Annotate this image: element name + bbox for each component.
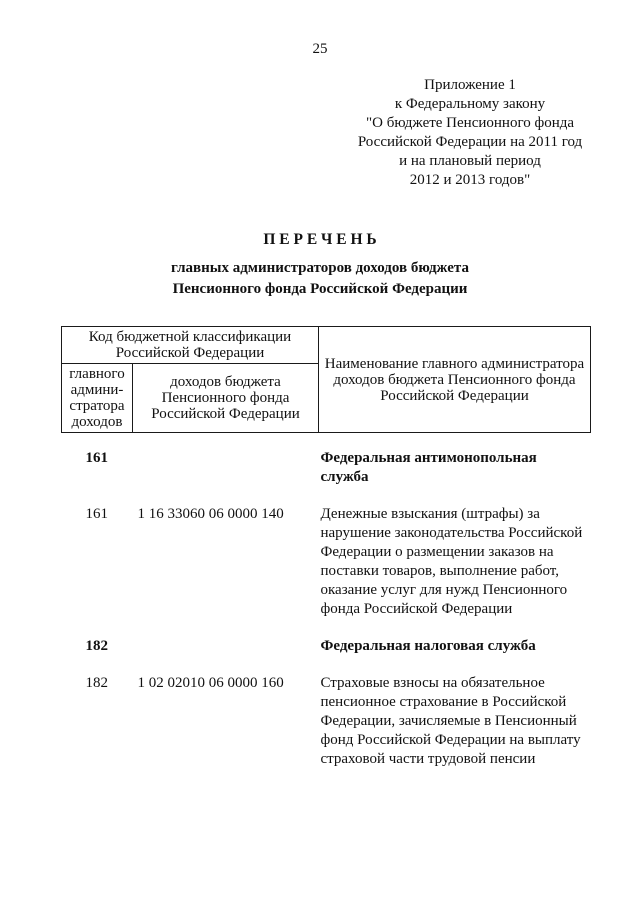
appendix-reference	[342, 76, 598, 190]
name-cell: Федеральная антимонопольная служба	[320, 450, 537, 485]
name-cell: Федеральная налоговая служба	[320, 638, 536, 654]
document-title	[0, 231, 640, 300]
header-income-code: доходов бюджета Пенсионного фонда Российской Федерации	[133, 364, 319, 433]
appendix-line: 2012 и 2013 годов"	[409, 172, 531, 188]
income-code-cell	[133, 433, 319, 488]
header-admin-code: главного админи-стратора доходов	[62, 364, 133, 433]
header-name-column: Наименование главного администратора доходов бюджета Пенсионного фонда Российской Федерации	[319, 327, 591, 433]
income-code-cell: 1 16 33060 06 0000 140	[137, 506, 284, 522]
name-cell: Денежные взыскания (штрафы) за нарушение законодательства Российской Федерации о размещении заказов на поставки товаров, выполнение работ, оказание услуг для нужд Пенсионного фонда Российской Федерации	[320, 506, 583, 617]
table-row	[62, 656, 591, 769]
title-heading: П Е Р Е Ч Е Н Ь	[263, 231, 377, 248]
name-cell: Страховые взносы на обязательное пенсионное страхование в Российской Федерации, зачисляемые в Пенсионный фонд Российской Федерации на выплату страховой части трудовой пенсии	[320, 675, 581, 767]
table-row	[62, 433, 591, 488]
appendix-line: Приложение 1	[424, 77, 516, 93]
appendix-line: к Федеральному закону	[394, 96, 546, 112]
appendix-line: Российской Федерации на 2011 год	[357, 134, 583, 150]
page-number: 25	[312, 41, 328, 57]
appendix-line: и на плановый период	[399, 153, 541, 169]
title-subtitle-line1: главных администраторов доходов бюджета	[171, 260, 469, 276]
table-header	[62, 327, 591, 433]
table-row	[62, 487, 591, 619]
income-code-cell: 1 02 02010 06 0000 160	[137, 675, 284, 691]
header-code-classification: Код бюджетной классификации Российской Федерации	[62, 327, 319, 364]
admin-code-cell: 161	[85, 450, 108, 466]
admin-code-cell: 182	[85, 638, 108, 654]
table-row	[62, 619, 591, 656]
admin-code-cell: 161	[85, 506, 108, 522]
admin-code-cell: 182	[85, 675, 108, 691]
budget-administrators-table	[61, 326, 591, 769]
income-code-cell	[133, 619, 319, 656]
appendix-line: "О бюджете Пенсионного фонда	[365, 115, 575, 131]
title-subtitle-line2: Пенсионного фонда Российской Федерации	[172, 281, 468, 297]
